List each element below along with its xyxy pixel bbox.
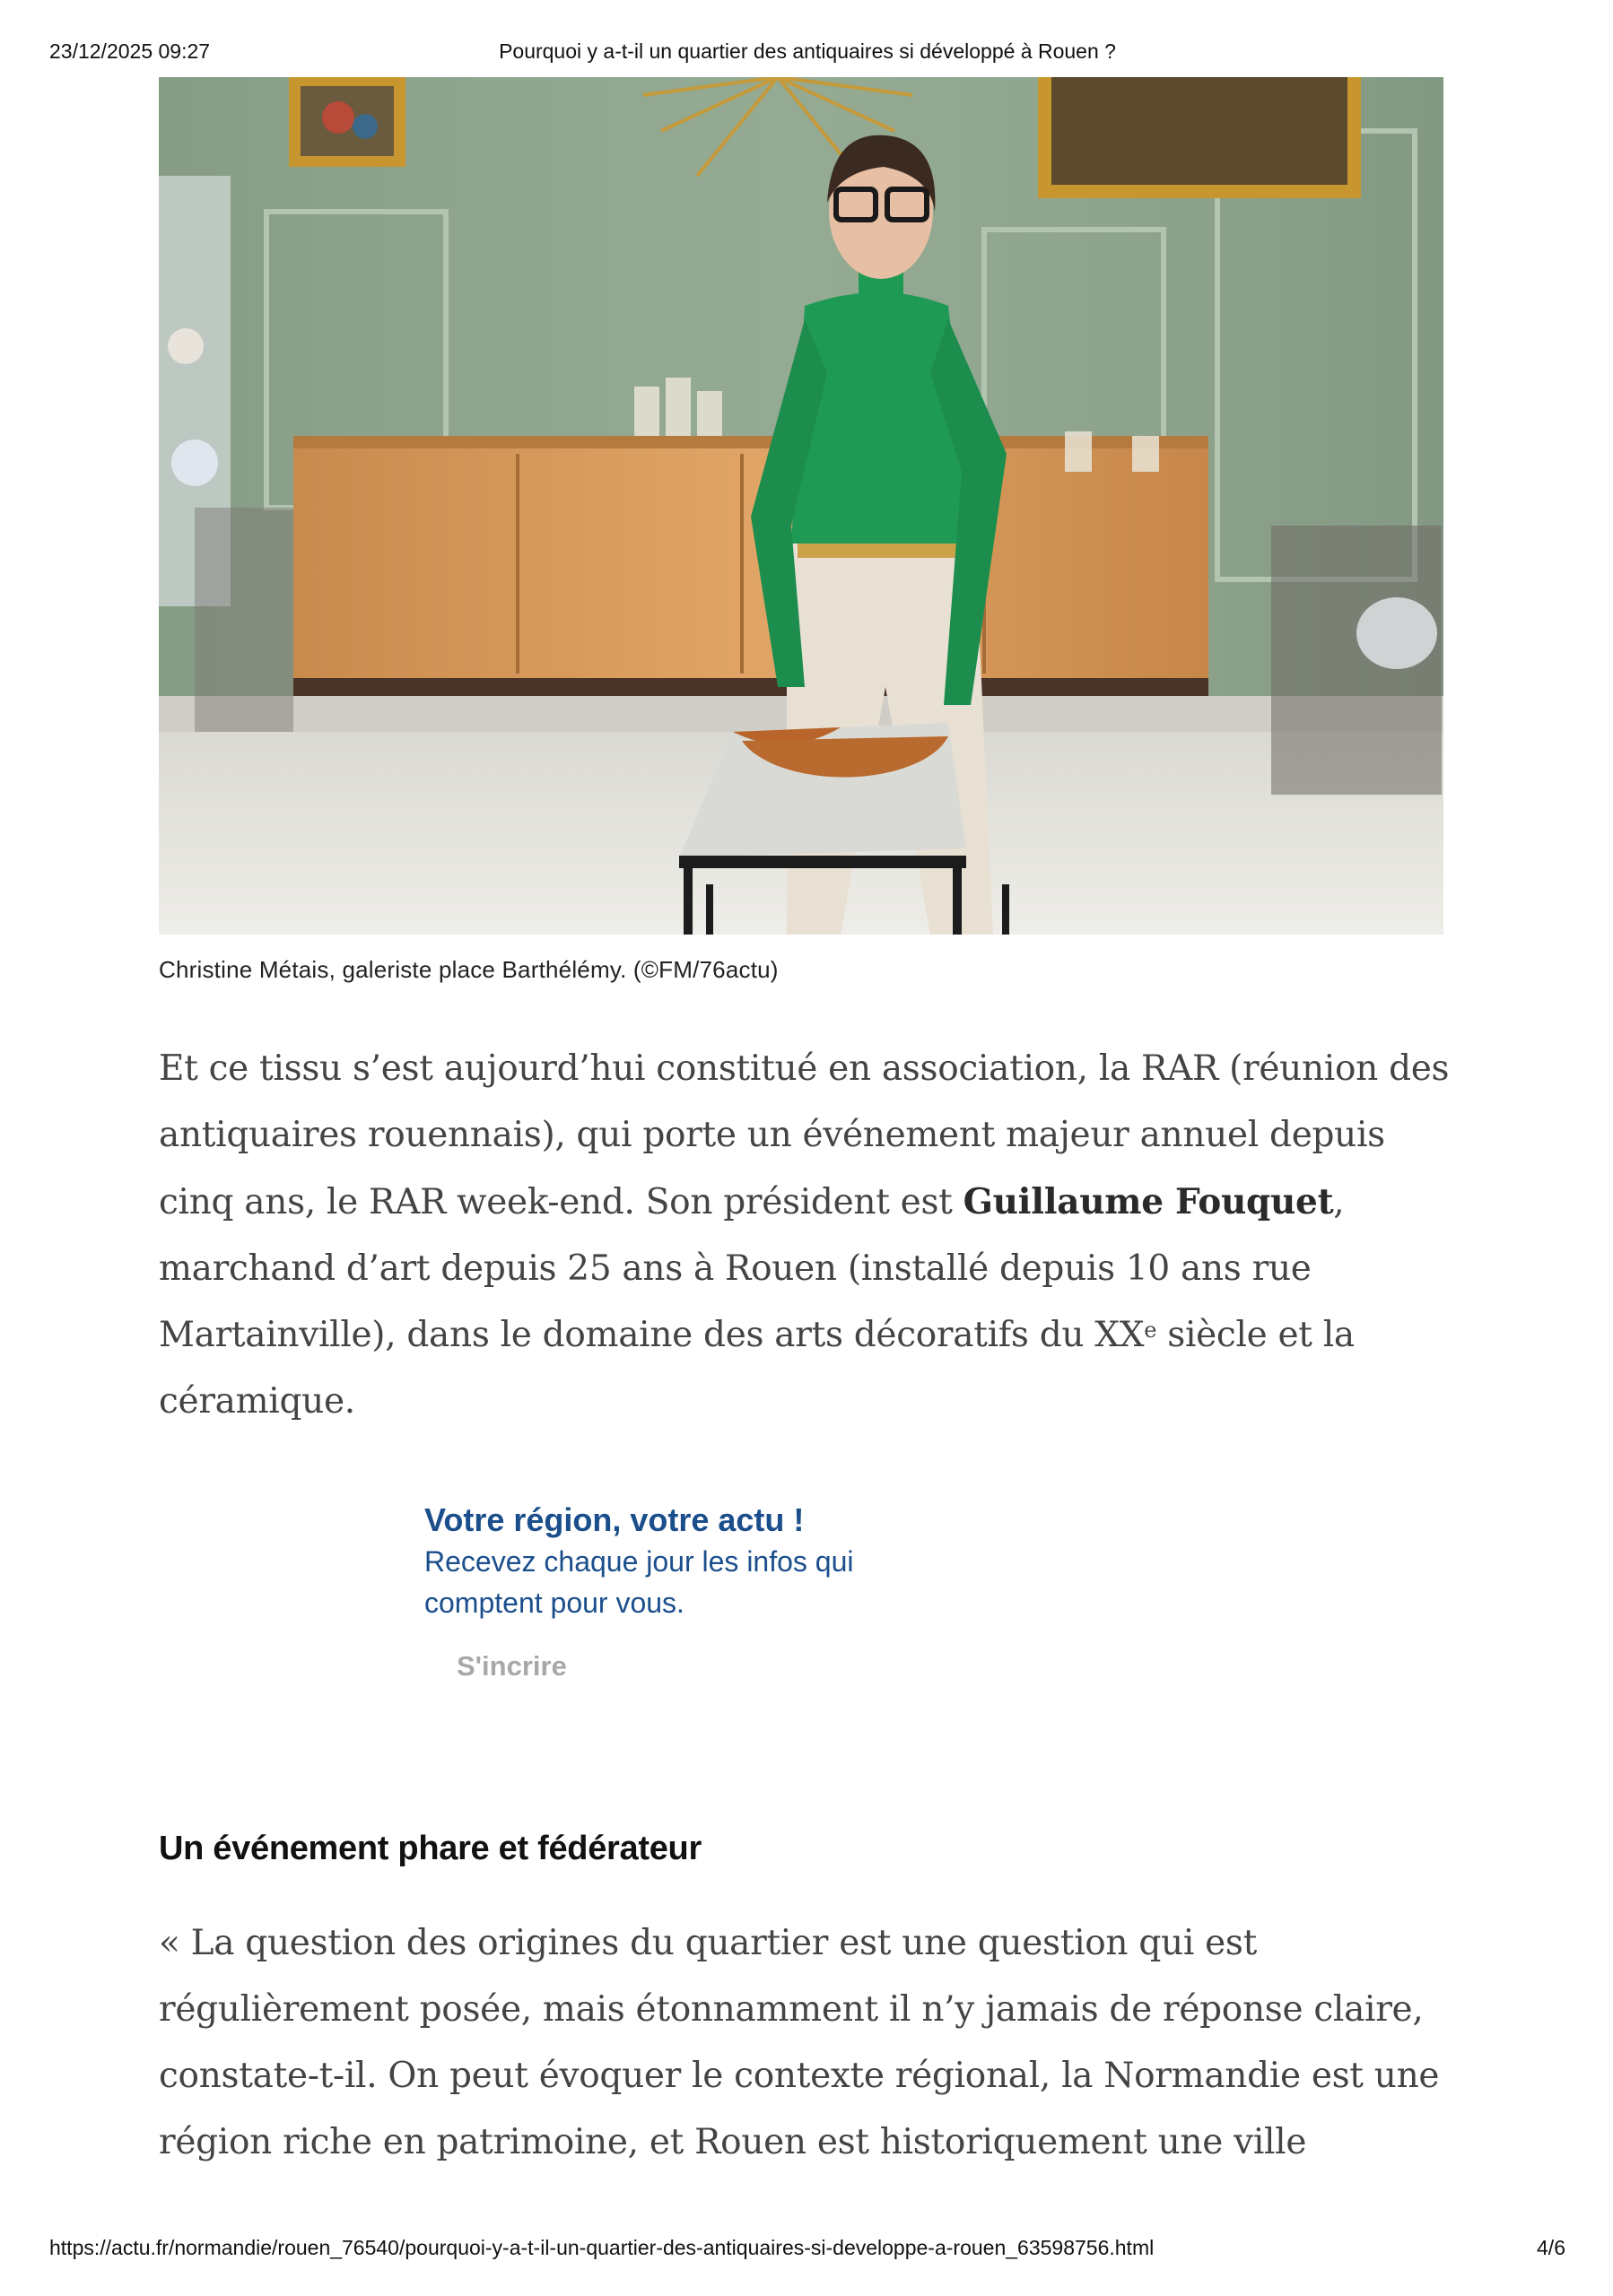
article-photo xyxy=(159,77,1443,935)
article-paragraph-2: « La question des origines du quartier est une question qui est régulièrement posée, mais étonnamment il n’y jamais de réponse claire, constate-t-il. On peut évoquer le contexte régional, la Normandie est une région riche en patrimoine, et Rouen est historiquement une ville xyxy=(159,1923,1440,2162)
article-paragraph-1 xyxy=(159,1036,1451,1435)
paragraph-1-text-b: , marchand d’art depuis 25 ans à Rouen (installé depuis 10 ans rue Martainville), dans le domaine des arts décoratifs du XX xyxy=(159,1182,1345,1355)
print-footer xyxy=(49,2236,1565,2263)
page-url: https://actu.fr/normandie/rouen_76540/pourquoi-y-a-t-il-un-quartier-des-antiquaires-si-developpe-a-rouen_63598756.html xyxy=(49,2236,1155,2259)
newsletter-signup xyxy=(424,1500,963,1683)
page-number: 4/6 xyxy=(1537,2236,1565,2259)
section-title: Un événement phare et fédérateur xyxy=(159,1830,702,1867)
paragraph-1-text-a: Et ce tissu s’est aujourd’hui constitué en association, la RAR (réunion des antiquaires rouennais), qui porte un événement majeur annuel depuis cinq ans, le RAR week-end. Son président est xyxy=(159,1048,1450,1222)
newsletter-title: Votre région, votre actu ! xyxy=(424,1501,805,1538)
person-name: Guillaume Fouquet xyxy=(963,1181,1334,1222)
photo-caption: Christine Métais, galeriste place Barthélémy. (©FM/76actu) xyxy=(159,956,779,983)
print-datetime: 23/12/2025 09:27 xyxy=(49,39,211,63)
newsletter-text: Recevez chaque jour les infos qui comptent pour vous. xyxy=(424,1545,854,1619)
photo-illustration xyxy=(159,77,1443,935)
paragraph-1-text-c: siècle et la céramique. xyxy=(159,1315,1355,1422)
print-header xyxy=(49,39,1565,66)
century-superscript: e xyxy=(1144,1318,1157,1343)
subscribe-button[interactable]: S'incrire xyxy=(457,1650,567,1682)
print-page-title: Pourquoi y a-t-il un quartier des antiquaires si développé à Rouen ? xyxy=(499,39,1116,63)
